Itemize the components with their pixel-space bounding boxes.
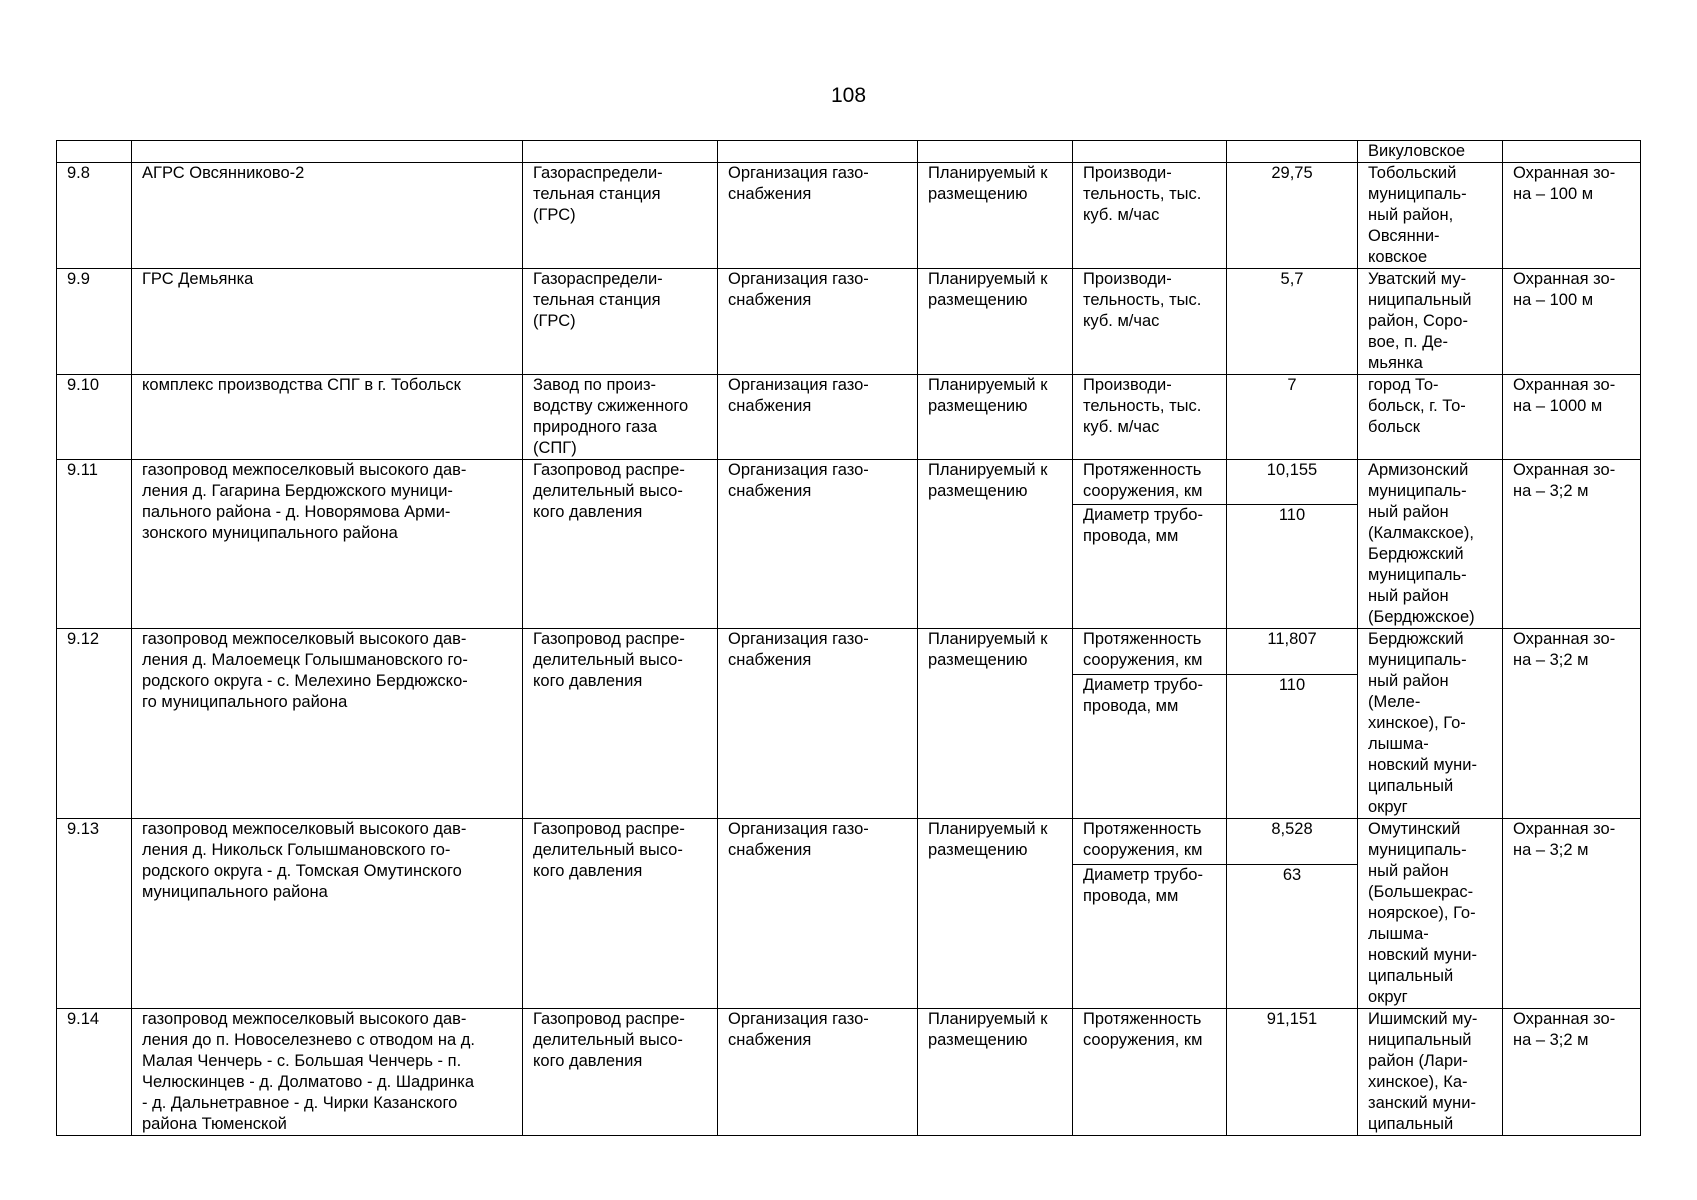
- cell-location: Бердюжский муниципаль- ный район (Меле- хинское), Го- лышма- новский муни- ципальный округ: [1358, 629, 1503, 819]
- cell-name: газопровод межпоселковый высокого дав- ления д. Никольск Голышмановского го- родского округа - д. Томская Омутинского муниципального района: [132, 819, 523, 1009]
- cell-num: 9.9: [57, 269, 132, 375]
- cell-param-value: 91,151: [1227, 1009, 1358, 1136]
- cell-param-value: 29,75: [1227, 163, 1358, 269]
- cell-param-value: [1227, 141, 1358, 163]
- cell-type: Газопровод распре- делительный высо- кого давления: [523, 819, 718, 1009]
- cell-num: 9.11: [57, 460, 132, 629]
- cell-status: Планируемый к размещению: [918, 269, 1073, 375]
- cell-param-value: 11,807: [1227, 629, 1358, 675]
- cell-zone: Охранная зо- на – 100 м: [1503, 269, 1641, 375]
- table-row: [57, 629, 1641, 675]
- cell-type: Газопровод распре- делительный высо- кого давления: [523, 460, 718, 629]
- cell-type: Газопровод распре- делительный высо- кого давления: [523, 629, 718, 819]
- cell-location: Викуловское: [1358, 141, 1503, 163]
- cell-status: Планируемый к размещению: [918, 460, 1073, 629]
- cell-purpose: Организация газо- снабжения: [718, 460, 918, 629]
- cell-param-label: Диаметр трубо- провода, мм: [1073, 864, 1227, 1008]
- table-row: [57, 163, 1641, 269]
- cell-num: 9.8: [57, 163, 132, 269]
- cell-num: 9.12: [57, 629, 132, 819]
- cell-name: комплекс производства СПГ в г. Тобольск: [132, 375, 523, 460]
- cell-type: [523, 141, 718, 163]
- cell-param-value: 110: [1227, 674, 1358, 818]
- continuation-row: [57, 141, 1641, 163]
- cell-purpose: [718, 141, 918, 163]
- table-row: [57, 269, 1641, 375]
- cell-location: город То- больск, г. То- больск: [1358, 375, 1503, 460]
- cell-param-value: 8,528: [1227, 819, 1358, 865]
- cell-param-value: 5,7: [1227, 269, 1358, 375]
- cell-param-value: 110: [1227, 505, 1358, 629]
- table-row: [57, 819, 1641, 865]
- cell-status: [918, 141, 1073, 163]
- cell-location: Ишимский му- ниципальный район (Лари- хинское), Ка- занский муни- ципальный: [1358, 1009, 1503, 1136]
- cell-param-label: [1073, 141, 1227, 163]
- cell-param-label: Диаметр трубо- провода, мм: [1073, 674, 1227, 818]
- cell-zone: Охранная зо- на – 3;2 м: [1503, 1009, 1641, 1136]
- table-row: [57, 375, 1641, 460]
- cell-param-value: 63: [1227, 864, 1358, 1008]
- table-row: [57, 1009, 1641, 1136]
- cell-name: газопровод межпоселковый высокого дав- ления д. Гагарина Бердюжского муници- пального района - д. Новорямова Арми- зонского муниципального района: [132, 460, 523, 629]
- cell-param-value: 7: [1227, 375, 1358, 460]
- cell-param-label: Производи- тельность, тыс. куб. м/час: [1073, 375, 1227, 460]
- cell-zone: [1503, 141, 1641, 163]
- cell-type: Газораспредели- тельная станция (ГРС): [523, 163, 718, 269]
- cell-status: Планируемый к размещению: [918, 375, 1073, 460]
- cell-num: 9.10: [57, 375, 132, 460]
- cell-purpose: Организация газо- снабжения: [718, 269, 918, 375]
- cell-location: Армизонский муниципаль- ный район (Калмакское), Бердюжский муниципаль- ный район (Бердюжское): [1358, 460, 1503, 629]
- cell-name: [132, 141, 523, 163]
- cell-param-label: Протяженность сооружения, км: [1073, 819, 1227, 865]
- cell-param-label: Производи- тельность, тыс. куб. м/час: [1073, 163, 1227, 269]
- cell-zone: Охранная зо- на – 3;2 м: [1503, 629, 1641, 819]
- cell-type: Газопровод распре- делительный высо- кого давления: [523, 1009, 718, 1136]
- cell-purpose: Организация газо- снабжения: [718, 629, 918, 819]
- cell-param-label: Протяженность сооружения, км: [1073, 629, 1227, 675]
- cell-status: Планируемый к размещению: [918, 163, 1073, 269]
- cell-zone: Охранная зо- на – 100 м: [1503, 163, 1641, 269]
- cell-name: газопровод межпоселковый высокого дав- ления д. Малоемецк Голышмановского го- родского округа - с. Мелехино Бердюжско- го муниципального района: [132, 629, 523, 819]
- cell-name: АГРС Овсянниково-2: [132, 163, 523, 269]
- cell-param-value: 10,155: [1227, 460, 1358, 505]
- page-number: 108: [830, 84, 867, 107]
- cell-purpose: Организация газо- снабжения: [718, 375, 918, 460]
- cell-status: Планируемый к размещению: [918, 819, 1073, 1009]
- cell-num: 9.13: [57, 819, 132, 1009]
- cell-num: [57, 141, 132, 163]
- cell-status: Планируемый к размещению: [918, 1009, 1073, 1136]
- cell-location: Уватский му- ниципальный район, Соро- вое, п. Де- мьянка: [1358, 269, 1503, 375]
- cell-location: Омутинский муниципаль- ный район (Большекрас- ноярское), Го- лышма- новский муни- ципальный округ: [1358, 819, 1503, 1009]
- table-row: [57, 460, 1641, 505]
- cell-param-label: Производи- тельность, тыс. куб. м/час: [1073, 269, 1227, 375]
- cell-purpose: Организация газо- снабжения: [718, 163, 918, 269]
- cell-type: Завод по произ- водству сжиженного природного газа (СПГ): [523, 375, 718, 460]
- cell-param-label: Диаметр трубо- провода, мм: [1073, 505, 1227, 629]
- cell-param-label: Протяженность сооружения, км: [1073, 460, 1227, 505]
- cell-zone: Охранная зо- на – 3;2 м: [1503, 819, 1641, 1009]
- cell-param-label: Протяженность сооружения, км: [1073, 1009, 1227, 1136]
- cell-purpose: Организация газо- снабжения: [718, 1009, 918, 1136]
- table-body: [57, 141, 1641, 1136]
- cell-status: Планируемый к размещению: [918, 629, 1073, 819]
- cell-purpose: Организация газо- снабжения: [718, 819, 918, 1009]
- cell-type: Газораспредели- тельная станция (ГРС): [523, 269, 718, 375]
- planned-objects-table: [56, 140, 1641, 1136]
- cell-name: газопровод межпоселковый высокого дав- ления до п. Новоселезнево с отводом на д. Малая Ченчерь - с. Большая Ченчерь - п. Челюскинцев - д. Долматово - д. Шадринка - д. Дальнетравное - д. Чирки Казанского района Тюменской: [132, 1009, 523, 1136]
- cell-zone: Охранная зо- на – 3;2 м: [1503, 460, 1641, 629]
- cell-zone: Охранная зо- на – 1000 м: [1503, 375, 1641, 460]
- cell-num: 9.14: [57, 1009, 132, 1136]
- cell-name: ГРС Демьянка: [132, 269, 523, 375]
- cell-location: Тобольский муниципаль- ный район, Овсянни- ковское: [1358, 163, 1503, 269]
